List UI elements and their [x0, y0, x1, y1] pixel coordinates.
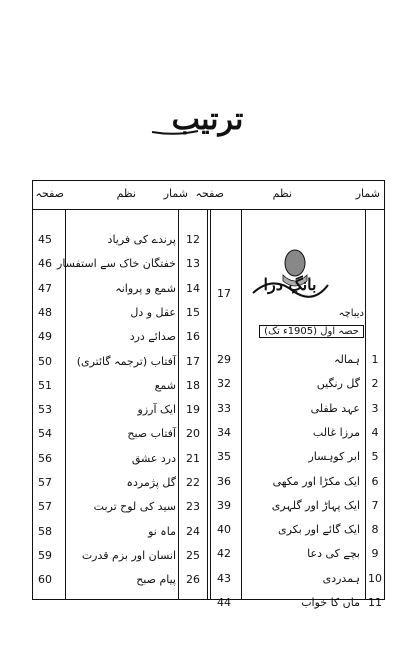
page-number: 46: [38, 257, 52, 271]
row-number: 19: [186, 403, 200, 417]
poem-title: خفتگان خاک سے استفسار: [57, 257, 176, 271]
row-number: 15: [186, 305, 200, 319]
center-divider: [207, 209, 211, 599]
row-number: 2: [371, 377, 379, 391]
row-number: 6: [371, 474, 379, 488]
row-number: 14: [186, 281, 200, 295]
row-number: 22: [186, 476, 200, 489]
poem-title: ایک مکڑا اور مکھی: [272, 474, 360, 488]
poem-title: آفتاب صبح: [127, 427, 176, 441]
row-number: 12: [186, 233, 200, 246]
row-number: 4: [371, 425, 379, 439]
page-number: 47: [38, 281, 52, 295]
page-number: 51: [38, 378, 52, 392]
page-number: 50: [38, 354, 52, 368]
book-logo: [243, 245, 333, 307]
preface-label: دیباچہ: [338, 308, 364, 319]
page-number: 34: [217, 425, 231, 439]
header-safha-right: صفحہ: [195, 187, 224, 200]
row-number: 26: [186, 573, 200, 587]
page-number: 42: [217, 547, 231, 561]
header-safha-left: صفحہ: [35, 187, 64, 200]
title-flourish: [150, 128, 200, 136]
poem-title: عقل و دل: [130, 305, 176, 319]
part-label-text: حصہ اول (1905ء تک): [259, 325, 364, 338]
page-number: 35: [217, 450, 231, 464]
row-number: 10: [368, 571, 382, 585]
table-header: [33, 181, 384, 210]
row-number: 18: [186, 378, 200, 392]
poem-title: ایک گائے اور بکری: [277, 523, 360, 537]
row-number: 20: [186, 427, 200, 441]
page-number: 58: [38, 524, 52, 538]
row-number: 3: [371, 401, 379, 415]
part-label: [259, 326, 364, 337]
poem-title: صدائے درد: [129, 330, 176, 344]
poem-title: ایک آرزو: [137, 403, 176, 417]
poem-title: درد عشق: [131, 451, 176, 465]
row-number: 5: [371, 450, 379, 464]
row-number: 16: [186, 330, 200, 344]
poem-title: عہد طفلی: [310, 401, 360, 415]
row-number: 13: [186, 257, 200, 271]
row-number: 8: [371, 523, 379, 537]
page-number: 60: [38, 573, 52, 587]
header-nazm-left: نظم: [116, 187, 136, 200]
page-number: 29: [217, 353, 231, 366]
poem-title: آفتاب (ترجمہ گائتری): [76, 354, 176, 368]
poem-title: شمع و پروانہ: [115, 281, 176, 295]
page-number: 53: [38, 403, 52, 417]
row-number: 1: [371, 353, 379, 366]
page-title: ترتیب: [171, 102, 244, 137]
page-number: 44: [217, 596, 231, 609]
page-number: 40: [217, 523, 231, 537]
poem-title: پیام صبح: [136, 573, 176, 587]
page-number: 57: [38, 500, 52, 514]
row-number: 7: [371, 498, 379, 512]
page-number: 49: [38, 330, 52, 344]
poem-title: ماں کا خواب: [301, 596, 360, 609]
row-number: 25: [186, 548, 200, 562]
page-number: 36: [217, 474, 231, 488]
row-number: 9: [371, 547, 379, 561]
page-number: 39: [217, 498, 231, 512]
poem-title: ہمدردی: [322, 571, 360, 585]
poem-title: ایک پہاڑ اور گلہری: [271, 498, 360, 512]
page-number: 54: [38, 427, 52, 441]
poem-title: ہمالہ: [334, 353, 360, 366]
poem-title: شمع: [154, 378, 176, 392]
header-shumar-left: شمار: [163, 187, 188, 200]
poem-title: انسان اور بزم قدرت: [81, 548, 176, 562]
row-number: 17: [186, 354, 200, 368]
row-number: 23: [186, 500, 200, 514]
poem-title: ابر کوہسار: [308, 450, 360, 464]
page-number: 32: [217, 377, 231, 391]
poem-title: پرندے کی فریاد: [107, 233, 176, 246]
poem-title: گل پژمردہ: [126, 476, 176, 489]
header-nazm-right: نظم: [272, 187, 292, 200]
divider: [241, 209, 242, 599]
page-number: 48: [38, 305, 52, 319]
preface-page: 17: [217, 287, 231, 300]
divider: [178, 209, 179, 599]
page-number: 59: [38, 548, 52, 562]
header-shumar-right: شمار: [355, 187, 380, 200]
row-number: 11: [368, 596, 382, 609]
poem-title: سید کی لوح تربت: [93, 500, 176, 514]
page-number: 33: [217, 401, 231, 415]
poem-title: بچے کی دعا: [307, 547, 360, 561]
page-number: 43: [217, 571, 231, 585]
page-number: 45: [38, 233, 52, 246]
logo-title: بانگِ درا: [263, 275, 317, 294]
page-number: 57: [38, 476, 52, 489]
poem-title: ماہ نو: [148, 524, 176, 538]
row-number: 24: [186, 524, 200, 538]
poem-title: گل رنگیں: [316, 377, 360, 391]
row-number: 21: [186, 451, 200, 465]
poem-title: مرزا غالب: [312, 425, 360, 439]
page-number: 56: [38, 451, 52, 465]
